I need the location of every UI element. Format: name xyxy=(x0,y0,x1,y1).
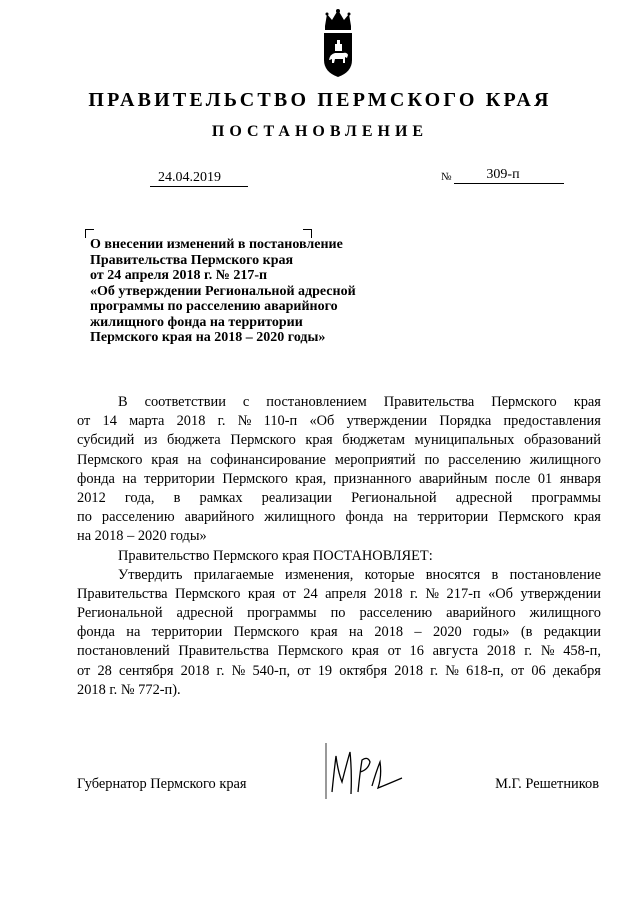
body-word: постановление xyxy=(509,566,601,583)
body-line xyxy=(77,431,601,450)
body-word: с xyxy=(242,394,250,410)
body-word: сентября xyxy=(118,662,174,679)
body-word: жилищного xyxy=(529,451,601,468)
body-word: В xyxy=(118,394,128,410)
subject-block xyxy=(90,237,390,346)
body-word: г. xyxy=(217,413,226,430)
body-word: г. xyxy=(524,643,533,660)
body-word: реализации xyxy=(261,489,332,506)
body-word: Правительства xyxy=(178,643,269,660)
body-line xyxy=(77,489,601,508)
body-word: г. xyxy=(216,662,225,679)
body-word: Пермского xyxy=(175,585,241,602)
body-line xyxy=(77,412,601,431)
body-word: по xyxy=(330,605,346,622)
body-word: утверждении xyxy=(520,585,601,602)
body-word: Пермского xyxy=(498,509,564,526)
body-line xyxy=(77,623,601,642)
body-word: – xyxy=(414,624,422,641)
body-word: признанного xyxy=(333,470,412,487)
body-word: постановлением xyxy=(266,394,367,410)
body-word: г. xyxy=(430,662,439,679)
subject-line: жилищного фонда на территории xyxy=(90,314,303,330)
body-word: от xyxy=(77,662,91,679)
body-word: изменения, xyxy=(285,566,354,583)
body-word: адресной xyxy=(455,489,513,506)
number-sign: № xyxy=(441,171,452,183)
body-line: на 2018 – 2020 годы» xyxy=(77,528,207,545)
body-word: редакции xyxy=(543,624,601,641)
body-word: октября xyxy=(339,662,388,679)
body-word: территории xyxy=(151,624,223,641)
body-word: после xyxy=(495,470,531,487)
body-word: Региональной xyxy=(77,605,163,622)
body-word: (в xyxy=(520,624,533,641)
body-word: утверждении xyxy=(346,413,428,430)
body-word: апреля xyxy=(325,585,367,602)
body-word: края, xyxy=(295,470,327,487)
body-word: года, xyxy=(124,489,155,506)
body-word: Пермского xyxy=(77,451,143,468)
body-word: 217-п xyxy=(446,585,481,602)
body-word: Пермского xyxy=(277,643,344,660)
body-word: края xyxy=(247,585,276,602)
body-word: которые xyxy=(364,566,415,583)
body-word: прилагаемые xyxy=(193,566,274,583)
body-word: предоставления xyxy=(503,413,601,430)
body-word: программы xyxy=(247,605,317,622)
body-word: территории xyxy=(417,509,489,526)
body-word: Пермского xyxy=(491,394,557,410)
subject-line: Правительства Пермского края xyxy=(90,252,294,268)
document-number: 309-п xyxy=(454,166,564,184)
signatory-position: Губернатор Пермского края xyxy=(77,776,247,792)
body-word: 110-п xyxy=(263,413,298,430)
body-word: бюджета xyxy=(167,432,221,449)
body-line xyxy=(77,642,601,661)
body-word: 2018 xyxy=(394,662,424,679)
body-word: территории xyxy=(144,470,215,487)
body-word: 2018 xyxy=(180,662,210,679)
body-line: Правительство Пермского края ПОСТАНОВЛЯЕТ: xyxy=(118,547,433,564)
body-word: края xyxy=(573,394,601,410)
body-word: на xyxy=(393,509,408,526)
body-word: аварийного xyxy=(446,605,516,622)
body-word: № xyxy=(425,585,440,602)
body-word: аварийного xyxy=(184,509,255,526)
body-word: на xyxy=(122,470,137,487)
body-word: 618-п, xyxy=(466,662,504,679)
body-word: края xyxy=(305,432,333,449)
body-word: края xyxy=(310,624,338,641)
body-word: № xyxy=(445,662,459,679)
body-word: края xyxy=(573,509,601,526)
subject-line: программы по расселению аварийного xyxy=(90,299,338,314)
body-word: на xyxy=(348,624,364,641)
document-type: ПОСТАНОВЛЕНИЕ xyxy=(211,123,429,140)
body-word: от xyxy=(77,413,91,430)
body-word: 458-п, xyxy=(563,643,601,660)
body-word: на xyxy=(126,624,141,641)
body-line xyxy=(77,451,601,470)
body-line: 2018 г. № 772-п). xyxy=(77,681,181,698)
body-word: 01 xyxy=(537,470,553,487)
body-word: «Об xyxy=(488,585,513,602)
body-word: адресной xyxy=(176,605,234,622)
body-word: Пермского xyxy=(222,470,288,487)
body-word: по xyxy=(424,451,440,468)
body-line xyxy=(77,508,601,527)
body-word: от xyxy=(387,643,401,660)
body-word: № xyxy=(231,662,246,679)
organization-title: ПРАВИТЕЛЬСТВО ПЕРМСКОГО КРАЯ xyxy=(88,89,552,111)
body-word: годы» xyxy=(473,624,510,641)
body-word: 06 xyxy=(531,662,546,679)
body-word: 2012 xyxy=(77,489,106,506)
body-word: софинансирование xyxy=(210,451,326,468)
body-word: аварийным xyxy=(419,470,488,487)
document-body xyxy=(77,393,601,700)
body-word: Пермского xyxy=(230,432,296,449)
body-word: расселению xyxy=(448,451,521,468)
body-word: на xyxy=(187,451,202,468)
body-word: жилищного xyxy=(264,509,336,526)
body-word: края xyxy=(151,451,179,468)
body-line xyxy=(77,393,601,412)
body-word: 2018 xyxy=(176,413,206,430)
body-word: от xyxy=(297,662,311,679)
body-word: «Об xyxy=(309,413,335,430)
body-word: мероприятий xyxy=(334,451,416,468)
body-line xyxy=(77,662,601,681)
body-word: 28 xyxy=(97,662,112,679)
body-word: постановлений xyxy=(77,643,170,660)
body-word: в xyxy=(491,566,499,583)
body-word: 19 xyxy=(317,662,333,679)
body-word: г. xyxy=(410,585,418,602)
body-word: марта xyxy=(129,413,165,430)
body-word: бюджетам xyxy=(342,432,406,449)
body-word: вносятся xyxy=(425,566,481,583)
body-word: № xyxy=(540,643,555,660)
subject-line: О внесении изменений в постановление xyxy=(90,237,343,252)
body-word: 16 xyxy=(409,643,424,660)
body-line xyxy=(77,604,601,623)
body-word: 2018 xyxy=(486,643,516,660)
body-word: Правительства xyxy=(383,394,475,410)
body-word: от xyxy=(510,662,525,679)
document-date: 24.04.2019 xyxy=(150,169,248,187)
body-word: 14 xyxy=(102,413,117,430)
subject-line: Пермского края на 2018 – 2020 годы» xyxy=(90,330,326,345)
signatory-name: М.Г. Решетников xyxy=(495,776,599,792)
body-word: № xyxy=(237,413,252,430)
body-word: в xyxy=(173,489,181,506)
body-word: декабря xyxy=(552,662,601,679)
body-word: расселению xyxy=(101,509,175,526)
body-word: 2020 xyxy=(432,624,462,641)
body-word: фонда xyxy=(345,509,384,526)
body-word: муниципальных xyxy=(414,432,515,449)
body-word: Правительства xyxy=(77,585,168,602)
body-word: по xyxy=(77,509,92,526)
body-word: Пермского xyxy=(233,624,300,641)
subject-line: от 24 апреля 2018 г. № 217-п xyxy=(90,268,268,283)
subject-line: «Об утверждении Региональной адресной xyxy=(90,283,356,299)
body-word: субсидий xyxy=(77,432,135,449)
body-word: соответствии xyxy=(144,394,226,410)
body-word: от xyxy=(282,585,296,602)
body-word: из xyxy=(143,432,158,449)
body-word: Утвердить xyxy=(118,566,183,583)
body-word: 540-п, xyxy=(252,662,291,679)
coat-of-arms-icon xyxy=(321,8,355,78)
body-line xyxy=(77,566,601,585)
body-word: расселению xyxy=(359,605,433,622)
body-word: фонда xyxy=(77,624,115,641)
body-word: августа xyxy=(432,643,479,660)
body-word: фонда xyxy=(77,470,115,487)
body-word: рамках xyxy=(199,489,243,506)
body-word: 24 xyxy=(303,585,318,602)
body-word: края xyxy=(351,643,379,660)
body-word: образований xyxy=(523,432,601,449)
body-word: 2018 xyxy=(373,585,403,602)
body-word: Региональной xyxy=(351,489,437,506)
body-word: программы xyxy=(531,489,601,506)
body-line xyxy=(77,585,601,604)
body-line xyxy=(77,470,601,489)
body-word: января xyxy=(559,470,601,487)
body-word: 2018 xyxy=(374,624,404,641)
body-word: жилищного xyxy=(529,605,601,622)
handwritten-signature-icon xyxy=(322,742,412,800)
body-word: Порядка xyxy=(439,413,492,430)
